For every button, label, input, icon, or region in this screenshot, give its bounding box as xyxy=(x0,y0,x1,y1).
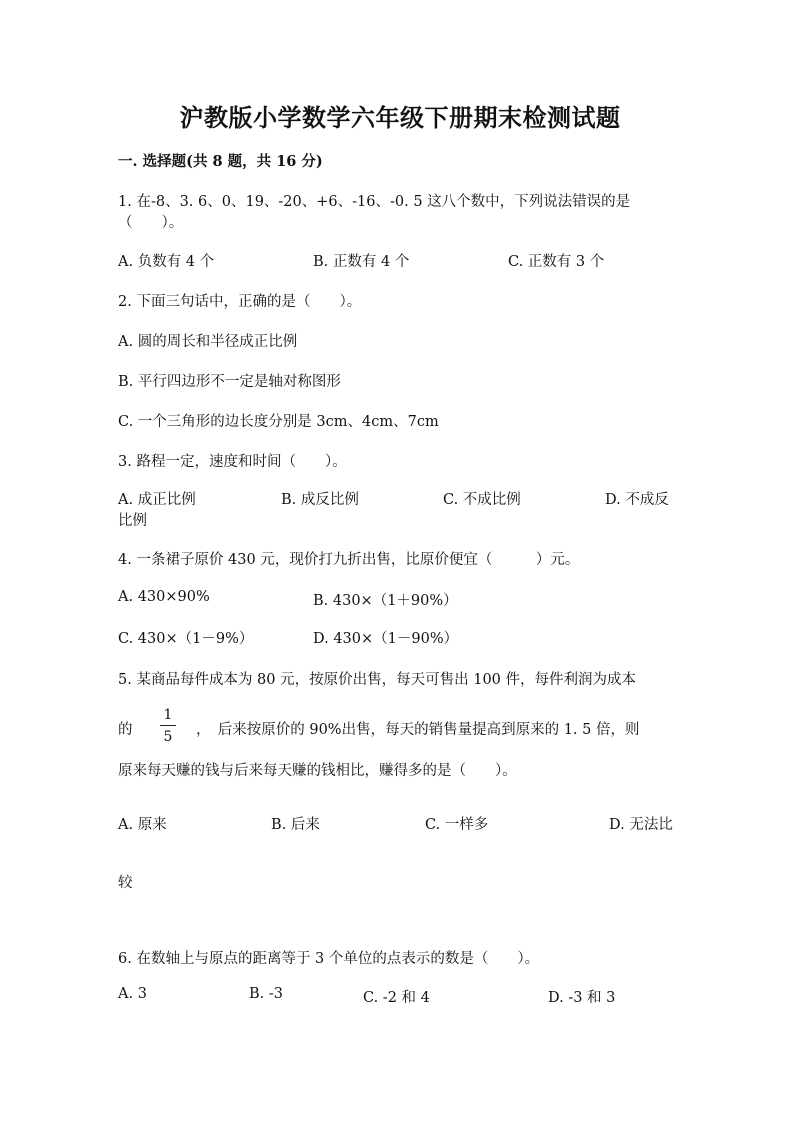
question-5-stem-end: 原来每天赚的钱与后来每天赚的钱相比，赚得多的是（ ）。 xyxy=(118,763,517,779)
question-5-fraction xyxy=(158,708,178,744)
question-3-option-a: A. 成正比例 xyxy=(118,492,196,508)
question-2-option-a: A. 圆的周长和半径成正比例 xyxy=(118,334,298,350)
question-5-stem-prefix: 的 xyxy=(118,722,133,738)
question-3-option-c: C. 不成比例 xyxy=(443,492,521,508)
question-5-option-d: D. 无法比 xyxy=(609,817,673,833)
question-4-stem: 4. 一条裙子原价 430 元，现价打九折出售，比原价便宜（ ）元。 xyxy=(118,552,580,568)
question-3-stem: 3. 路程一定，速度和时间（ ）。 xyxy=(118,454,347,470)
question-4-option-d: D. 430×（1－90%） xyxy=(313,631,459,647)
question-1-option-a: A. 负数有 4 个 xyxy=(118,254,215,270)
question-5-option-d-wrap: 较 xyxy=(118,875,133,891)
question-1-option-c: C. 正数有 3 个 xyxy=(508,254,605,270)
fraction-numerator: 1 xyxy=(163,707,173,723)
question-4-option-b: B. 430×（1＋90%） xyxy=(313,593,458,609)
question-1-option-b: B. 正数有 4 个 xyxy=(313,254,410,270)
question-3-option-b: B. 成反比例 xyxy=(281,492,359,508)
question-6-stem: 6. 在数轴上与原点的距离等于 3 个单位的点表示的数是（ ）。 xyxy=(118,951,540,967)
question-1-stem-cont: （ ）。 xyxy=(118,215,184,231)
question-2-option-b: B. 平行四边形不一定是轴对称图形 xyxy=(118,374,341,390)
question-6-option-b: B. -3 xyxy=(249,986,283,1002)
question-6-option-a: A. 3 xyxy=(118,986,147,1002)
question-2-option-c: C. 一个三角形的边长度分别是 3cm、4cm、7cm xyxy=(118,414,439,430)
question-5-option-c: C. 一样多 xyxy=(425,817,489,833)
question-2-stem: 2. 下面三句话中，正确的是（ ）。 xyxy=(118,294,362,310)
question-3-option-d: D. 不成反 xyxy=(605,492,669,508)
question-5-option-a: A. 原来 xyxy=(118,817,167,833)
question-6-option-d: D. -3 和 3 xyxy=(548,990,616,1006)
question-5-stem: 5. 某商品每件成本为 80 元，按原价出售，每天可售出 100 件，每件利润为成本 xyxy=(118,672,637,688)
page-title: 沪教版小学数学六年级下册期末检测试题 xyxy=(179,103,621,132)
question-5-stem-cont: ， 后来按原价的 90%出售，每天的销售量提高到原来的 1. 5 倍，则 xyxy=(196,722,640,738)
fraction-denominator: 5 xyxy=(163,729,173,745)
question-1-stem: 1. 在-8、3. 6、0、19、-20、+6、-16、-0. 5 这八个数中，下列说法错误的是 xyxy=(118,194,631,210)
question-4-option-a: A. 430×90% xyxy=(118,589,210,605)
question-4-option-c: C. 430×（1－9%） xyxy=(118,631,254,647)
question-3-option-d-wrap: 比例 xyxy=(118,513,147,529)
question-6-option-c: C. -2 和 4 xyxy=(363,990,430,1006)
question-5-option-b: B. 后来 xyxy=(271,817,320,833)
section-heading: 一. 选择题(共 8 题，共 16 分) xyxy=(118,153,323,170)
